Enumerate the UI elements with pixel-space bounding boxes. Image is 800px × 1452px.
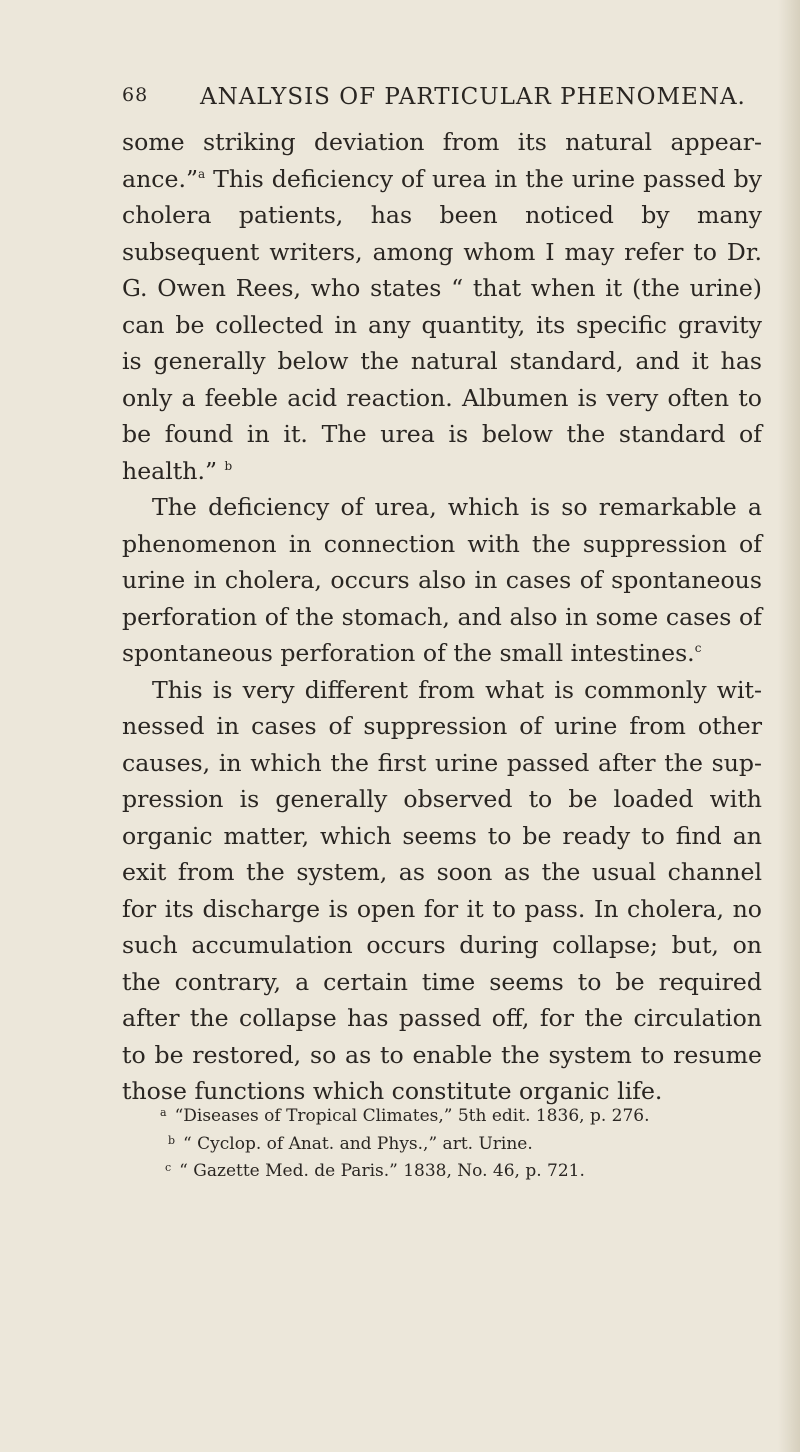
footnote-c-mark: c	[165, 1161, 172, 1174]
footnote-ref-a: a	[198, 166, 206, 181]
footnotes	[160, 1101, 780, 1184]
footnote-b-mark: b	[168, 1133, 176, 1147]
page-number: 68	[122, 84, 149, 106]
footnote-c-text: “ Gazette Med. de Paris.” 1838, No. 46, p. 721.	[179, 1161, 585, 1181]
paragraph-3	[122, 672, 762, 1110]
para1-text-2: This deficiency of urea in the urine passed by cholera patients, has been noticed by many subsequent writers, among whom I may refer to Dr. G. Owen Rees, who states “ that when it (the urine) can be collected in any quantity, its specific gravity is generally below the natural standard, and it has only a feeble acid reaction. Albumen is very often to be found in it. The urea is below the standard of health.”	[122, 164, 762, 485]
footnote-ref-c: c	[694, 641, 702, 655]
paragraph-2	[122, 489, 762, 672]
para2-text: The deficiency of urea, which is so remarkable a phenomenon in connection with the suppression of urine in cholera, occurs also in cases of spontaneous perforation of the stomach, and also in some cases of spontaneous perforation of the small intestines.	[122, 493, 762, 667]
footnote-a-text: “Diseases of Tropical Climates,” 5th edit. 1836, p. 276.	[174, 1106, 650, 1126]
footnote-b	[160, 1129, 780, 1157]
footnote-a	[160, 1101, 780, 1129]
running-header	[122, 84, 762, 118]
footnote-c	[160, 1156, 780, 1184]
para3-text: This is very different from what is commonly wit-nessed in cases of suppression of urine from other causes, in which the first urine passed after the sup-pression is generally observed to be loaded with organic matter, which seems to be ready to find an exit from the system, as soon as the usual channel for its discharge is open for it to pass. In cholera, no such accumulation occurs during collapse; but, on the contrary, a certain time seems to be required after the collapse has passed off, for the circulation to be restored, so as to enable the system to resume those functions which constitute organic life.	[122, 675, 762, 1105]
footnote-b-text: “ Cyclop. of Anat. and Phys.,” art. Urine.	[183, 1133, 533, 1154]
page-edge-shadow	[778, 0, 800, 1452]
paragraph-1	[122, 124, 762, 489]
para1-text-1: some striking deviation from its natural appear-ance.”	[122, 128, 762, 193]
footnote-ref-b: b	[224, 458, 233, 473]
footnote-a-mark: a	[160, 1106, 167, 1119]
body-text	[122, 124, 762, 1110]
running-head-title: ANALYSIS OF PARTICULAR PHENOMENA.	[200, 84, 746, 110]
